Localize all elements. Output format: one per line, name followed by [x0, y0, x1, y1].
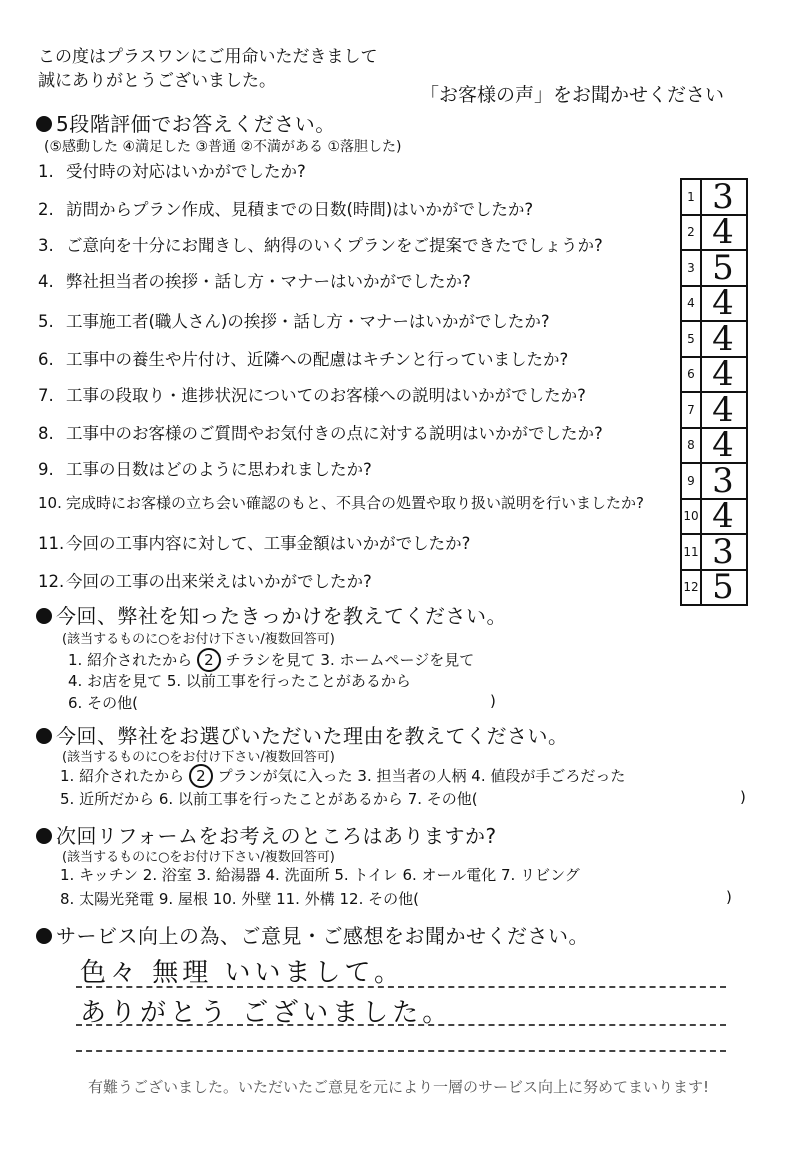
comment-line-divider [76, 986, 726, 988]
reason-note: (該当するものに○をお付け下さい/複数回答可) [62, 750, 335, 765]
knew-options-line-3: 6. その他( [68, 694, 138, 712]
selected-option-circle: 2 [189, 764, 213, 788]
question-text: 弊社担当者の挨拶・話し方・マナーはいかがでしたか? [66, 272, 471, 291]
answer-index: 11 [682, 535, 702, 569]
answer-index: 12 [682, 571, 702, 605]
answer-box [680, 462, 748, 500]
bullet-icon [36, 116, 52, 132]
answer-box [680, 178, 748, 216]
question-number: 7. [38, 386, 54, 405]
question-text: 工事中の養生や片付け、近隣への配慮はキチンと行っていましたか? [66, 350, 569, 369]
answer-box [680, 569, 748, 607]
answer-index: 1 [682, 180, 702, 214]
knew-heading: 今回、弊社を知ったきっかけを教えてください。 [36, 600, 507, 629]
reason-heading: 今回、弊社をお選びいただいた理由を教えてください。 [36, 720, 569, 749]
bullet-icon [36, 608, 52, 624]
answer-box [680, 356, 748, 394]
question-text: 工事施工者(職人さん)の挨拶・話し方・マナーはいかがでしたか? [66, 312, 550, 331]
question-row [38, 232, 603, 256]
question-row [38, 492, 644, 513]
question-number: 11. [38, 534, 65, 553]
comment-line-divider [76, 1050, 726, 1052]
next-other-close: ) [726, 888, 732, 906]
answer-index: 2 [682, 216, 702, 250]
answer-value: 3 [712, 176, 734, 217]
question-text: 今回の工事の出来栄えはいかがでしたか? [66, 572, 372, 591]
next-heading: 次回リフォームをお考えのところはありますか? [36, 820, 497, 849]
answer-index: 10 [682, 500, 702, 534]
question-number: 8. [38, 424, 54, 443]
question-text: 工事の日数はどのように思われましたか? [66, 460, 372, 479]
comment-handwritten-line-1: 色々 無理 いいまして。 [80, 958, 405, 988]
answer-index: 7 [682, 393, 702, 427]
answer-value: 4 [712, 283, 734, 324]
next-note: (該当するものに○をお付け下さい/複数回答可) [62, 850, 335, 865]
intro-line-2: 誠にありがとうございました。 [38, 71, 276, 91]
bullet-icon [36, 828, 52, 844]
answer-value: 4 [712, 425, 734, 466]
question-text: ご意向を十分にお聞きし、納得のいくプランをご提案できたでしょうか? [66, 236, 603, 255]
answer-index: 3 [682, 251, 702, 285]
selected-option-circle: 2 [197, 648, 221, 672]
question-number: 2. [38, 200, 54, 219]
rating-scale: (⑤感動した ④満足した ③普通 ②不満がある ①落胆した) [44, 139, 402, 155]
answer-value: 4 [712, 318, 734, 359]
answer-value: 3 [712, 460, 734, 501]
comment-line-divider [76, 1024, 726, 1026]
footer-thanks: 有難うございました。いただいたご意見を元により一層のサービス向上に努めてまいります! [88, 1078, 710, 1096]
survey-banner: 「お客様の声」をお聞かせください [420, 84, 725, 106]
bullet-icon [36, 928, 52, 944]
question-row [38, 568, 372, 592]
question-text: 工事中のお客様のご質問やお気付きの点に対する説明はいかがでしたか? [66, 424, 603, 443]
answer-box [680, 533, 748, 571]
answer-box [680, 427, 748, 465]
question-row [38, 308, 550, 332]
question-row [38, 158, 306, 182]
question-number: 1. [38, 162, 54, 181]
next-options-line-1: 1. キッチン 2. 浴室 3. 給湯器 4. 洗面所 5. トイレ 6. オール電化 7. リビング [60, 866, 580, 884]
question-text: 工事の段取り・進捗状況についてのお客様への説明はいかがでしたか? [66, 386, 586, 405]
answer-value: 4 [712, 389, 734, 430]
question-row [38, 530, 470, 554]
question-number: 10. [38, 494, 62, 512]
question-number: 4. [38, 272, 54, 291]
answer-box [680, 320, 748, 358]
question-row [38, 268, 471, 292]
question-number: 3. [38, 236, 54, 255]
answer-value: 5 [712, 567, 734, 608]
question-row [38, 196, 533, 220]
knew-options-line-1: 1. 紹介されたから 2 チラシを見て 3. ホームページを見て [68, 648, 474, 672]
knew-other-close: ) [490, 692, 496, 710]
answer-box [680, 214, 748, 252]
reason-other-close: ) [740, 788, 746, 806]
answer-box [680, 391, 748, 429]
question-text: 訪問からプラン作成、見積までの日数(時間)はいかがでしたか? [66, 200, 534, 219]
question-text: 受付時の対応はいかがでしたか? [66, 162, 306, 181]
question-number: 5. [38, 312, 54, 331]
next-options-line-2: 8. 太陽光発電 9. 屋根 10. 外壁 11. 外構 12. その他( [60, 890, 419, 908]
comments-heading: サービス向上の為、ご意見・ご感想をお聞かせください。 [36, 920, 589, 949]
reason-options-line-2: 5. 近所だから 6. 以前工事を行ったことがあるから 7. その他( [60, 790, 478, 808]
answer-index: 6 [682, 358, 702, 392]
question-text: 完成時にお客様の立ち会い確認のもと、不具合の処置や取り扱い説明を行いましたか? [66, 494, 644, 512]
answer-index: 8 [682, 429, 702, 463]
answer-value: 4 [712, 496, 734, 537]
rating-heading: 5段階評価でお答えください。 [36, 108, 336, 137]
question-row [38, 346, 568, 370]
answer-value: 4 [712, 212, 734, 253]
question-number: 6. [38, 350, 54, 369]
question-row [38, 456, 372, 480]
answer-index: 5 [682, 322, 702, 356]
answer-value: 3 [712, 531, 734, 572]
answer-index: 4 [682, 287, 702, 321]
answer-box [680, 249, 748, 287]
question-number: 12. [38, 572, 65, 591]
answer-value: 4 [712, 354, 734, 395]
answer-box [680, 498, 748, 536]
knew-options-line-2: 4. お店を見て 5. 以前工事を行ったことがあるから [68, 672, 411, 690]
question-text: 今回の工事内容に対して、工事金額はいかがでしたか? [66, 534, 471, 553]
question-row [38, 420, 603, 444]
question-row [38, 382, 586, 406]
reason-options-line-1: 1. 紹介されたから 2 プランが気に入った 3. 担当者の人柄 4. 値段が手ごろだった [60, 764, 625, 788]
knew-note: (該当するものに○をお付け下さい/複数回答可) [62, 632, 335, 647]
answer-box [680, 285, 748, 323]
answer-value: 5 [712, 247, 734, 288]
intro-line-1: この度はプラスワンにご用命いただきまして [38, 47, 378, 67]
comment-handwritten-line-2: ありがとう ございました。 [80, 998, 453, 1028]
bullet-icon [36, 728, 52, 744]
question-number: 9. [38, 460, 54, 479]
answer-index: 9 [682, 464, 702, 498]
